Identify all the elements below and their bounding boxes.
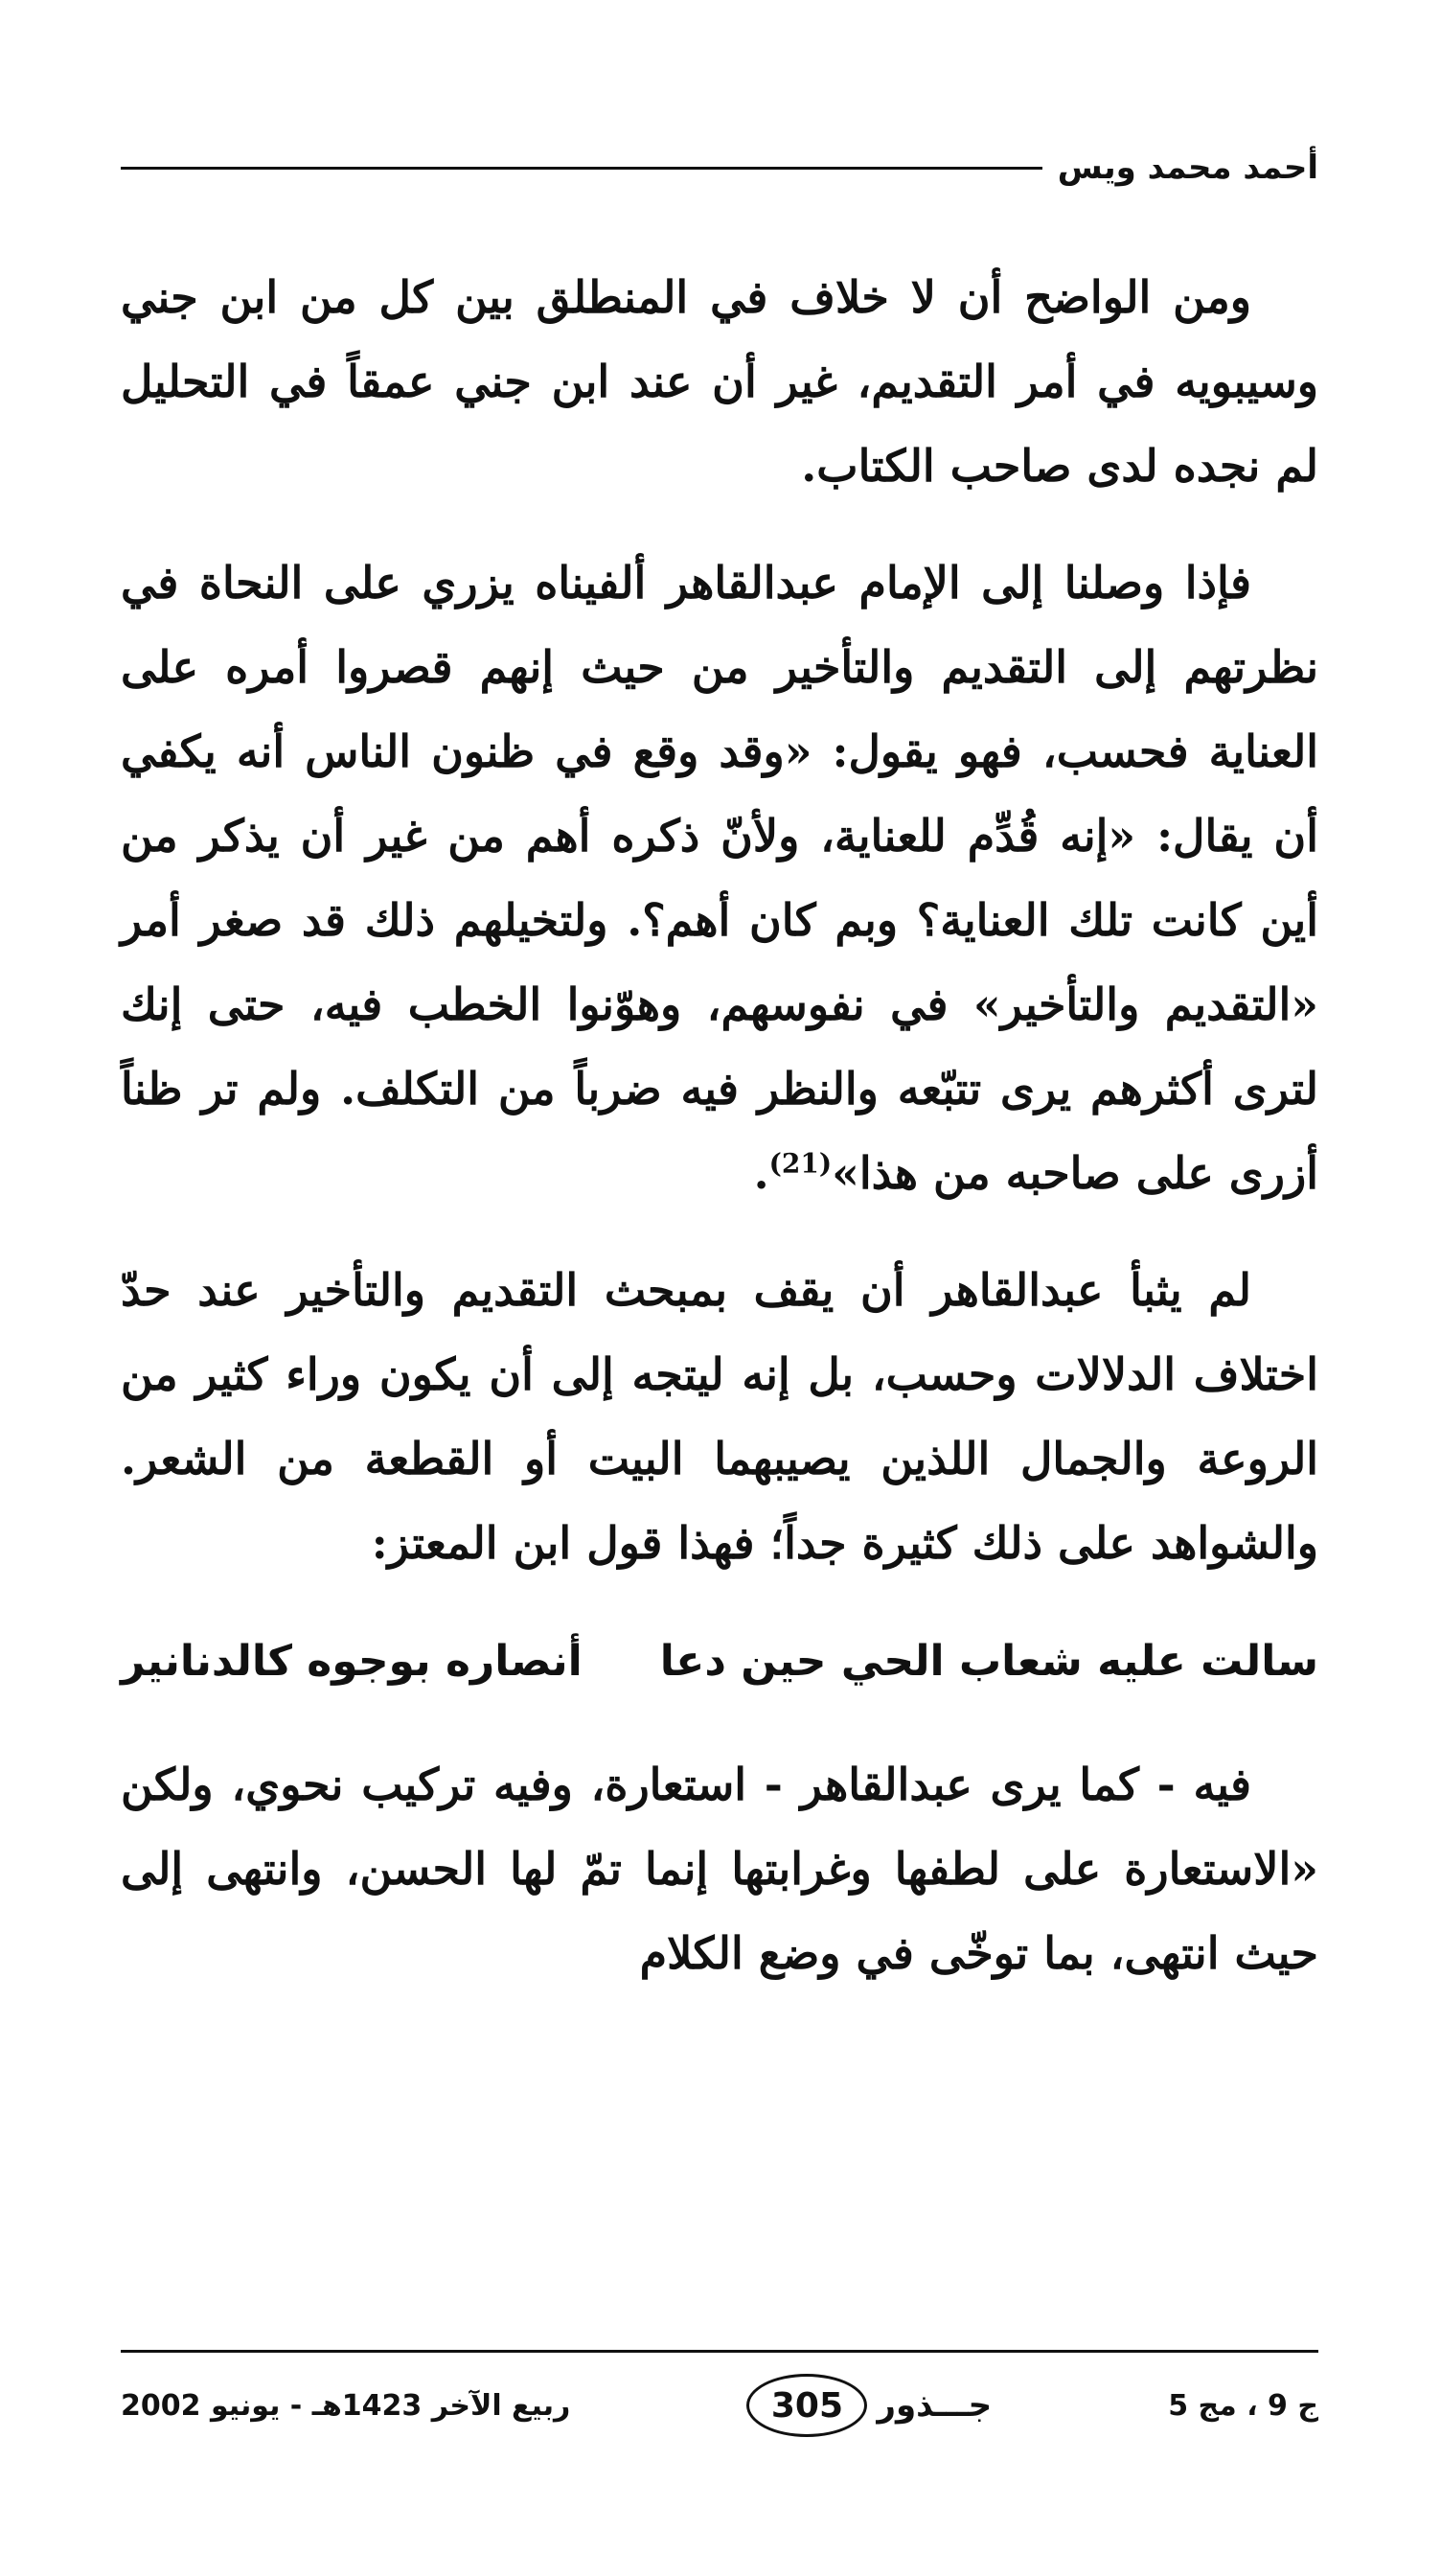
journal-mark (746, 2374, 992, 2437)
paragraph-2 (121, 540, 1318, 1215)
journal-name: جـــذور (877, 2386, 993, 2425)
footnote-trail: . (753, 1147, 769, 1199)
running-head (121, 144, 1318, 192)
paragraph-2-text: فإذا وصلنا إلى الإمام عبدالقاهر ألفيناه يزري على النحاة في نظرتهم إلى التقديم والتأخير من حيث إنهم قصروا أمره على العناية فحسب، فهو يقول: «وقد وقع في ظنون الناس أنه يكفي أن يقال: «إنه قُدِّم للعناية، ولأنّ ذكره أهم من غير أن يذكر من أين كانت تلك العناية؟ وبم كان أهم؟. ولتخيلهم ذلك قد صغر أمر «التقديم والتأخير» في نفوسهم، وهوّنوا الخطب فيه، حتى إنك لترى أكثرهم يرى تتبّعه والنظر فيه ضرباً من التكلف. ولم تر ظناً أزرى على صاحبه من هذا» (121, 557, 1318, 1199)
verse-first-hemistich: سالت عليه شعاب الحي حين دعا (659, 1637, 1318, 1686)
issue-info: ج 9 ، مج 5 (1168, 2388, 1318, 2423)
author-name: أحمد محمد ويس (1057, 149, 1318, 187)
verse-second-hemistich: أنصاره بوجوه كالدنانير (121, 1637, 583, 1686)
header-rule (121, 167, 1042, 170)
verse-line (121, 1623, 1318, 1700)
issue-date: ربيع الآخر 1423هـ - يونيو 2002 (121, 2388, 571, 2423)
footnote-marker: (21) (768, 1147, 833, 1180)
footer-rule (121, 2350, 1318, 2353)
paragraph-3: لم يثبأ عبدالقاهر أن يقف بمبحث التقديم والتأخير عند حدّ اختلاف الدلالات وحسب، بل إنه ليتجه إلى أن يكون وراء كثير من الروعة والجمال اللذين يصيبهما البيت أو القطعة من الشعر. والشواهد على ذلك كثيرة جداً؛ فهذا قول ابن المعتز: (121, 1264, 1318, 1569)
paragraph-1: ومن الواضح أن لا خلاف في المنطلق بين كل من ابن جني وسيبويه في أمر التقديم، غير أن عند ابن جني عمقاً في التحليل لم نجده لدى صاحب الكتاب. (121, 271, 1318, 492)
page-footer (121, 2367, 1318, 2444)
page-number: 305 (746, 2374, 867, 2437)
article-body (121, 255, 1318, 1995)
paragraph-4: فيه - كما يرى عبدالقاهر - استعارة، وفيه تركيب نحوي، ولكن «الاستعارة على لطفها وغرابتها إنما تمّ لها الحسن، وانتهى إلى حيث انتهى، بما توخّى في وضع الكلام (121, 1759, 1318, 1979)
